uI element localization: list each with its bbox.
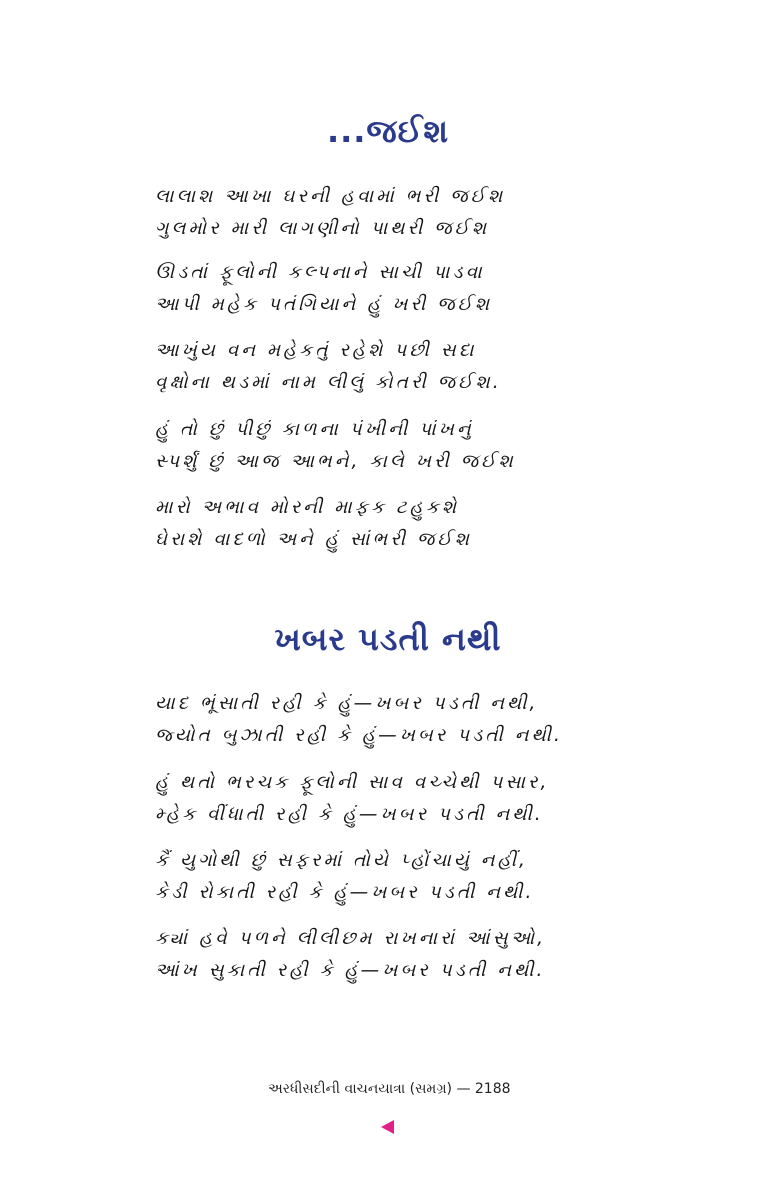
page-footer: અરધીસદીની વાચનયાત્રા (સમગ્ર) — 2188 xyxy=(268,1081,511,1097)
poem-title: ...જઈશ xyxy=(326,112,450,150)
poem-line: આંખ સુકાતી રહી કે હું—ખબર પડતી નથી. xyxy=(155,960,546,981)
poem-line: વૃક્ષોના થડમાં નામ લીલું કોતરી જઈશ. xyxy=(155,372,502,393)
stanza xyxy=(155,335,502,399)
poem-line: મ્હેક વીંધાતી રહી કે હું—ખબર પડતી નથી. xyxy=(155,804,544,825)
poem-line: સ્પર્શું છું આજ આભને, કાલે ખરી જઈશ xyxy=(155,451,516,472)
stanza xyxy=(155,257,492,321)
poem-line: કૈં યુગોથી છું સફરમાં તોયે પ્હોંચાયું નહીં, xyxy=(155,850,528,871)
stanza xyxy=(155,845,534,909)
poem-line: ઊડતાં ફૂલોની કલ્પનાને સાચી પાડવા xyxy=(155,262,485,283)
poem-line: યાદ ભૂંસાતી રહી કે હું—ખબર પડતી નથી, xyxy=(155,693,539,714)
poem-line: ક્યાં હવે પળને લીલીછમ રાખનારાં આંસુઓ, xyxy=(155,928,546,949)
stanza xyxy=(155,181,505,245)
stanza xyxy=(155,414,516,478)
poem-line: ઘેરાશે વાદળો અને હું સાંભરી જઈશ xyxy=(155,529,472,550)
poem-line: હું તો છું પીછું કાળના પંખીની પાંખનું xyxy=(155,419,474,440)
poem-line: હું થતો ભરચક ફૂલોની સાવ વચ્ચેથી પસાર, xyxy=(155,772,550,793)
stanza xyxy=(155,492,472,556)
poem-line: ગુલમોર મારી લાગણીનો પાથરી જઈશ xyxy=(155,218,490,239)
stanza xyxy=(155,688,563,752)
poem-line: મારો અભાવ મોરની માફક ટહુકશે xyxy=(155,497,460,518)
poem-line: લાલાશ આખા ઘરની હવામાં ભરી જઈશ xyxy=(155,186,506,207)
stanza xyxy=(155,923,546,987)
poem-line: કેડી રોકાતી રહી કે હું—ખબર પડતી નથી. xyxy=(155,882,535,903)
poem-line: જ્યોત બુઝાતી રહી કે હું—ખબર પડતી નથી. xyxy=(155,725,563,746)
poem-line: આપી મહેક પતંગિયાને હું ખરી જઈશ xyxy=(155,294,493,315)
stanza xyxy=(155,767,549,831)
poem-line: આખુંય વન મહેકતું રહેશે પછી સદા xyxy=(155,340,477,361)
left-triangle-icon[interactable] xyxy=(381,1120,394,1134)
poem-title: ખબર પડતી નથી xyxy=(274,620,502,658)
